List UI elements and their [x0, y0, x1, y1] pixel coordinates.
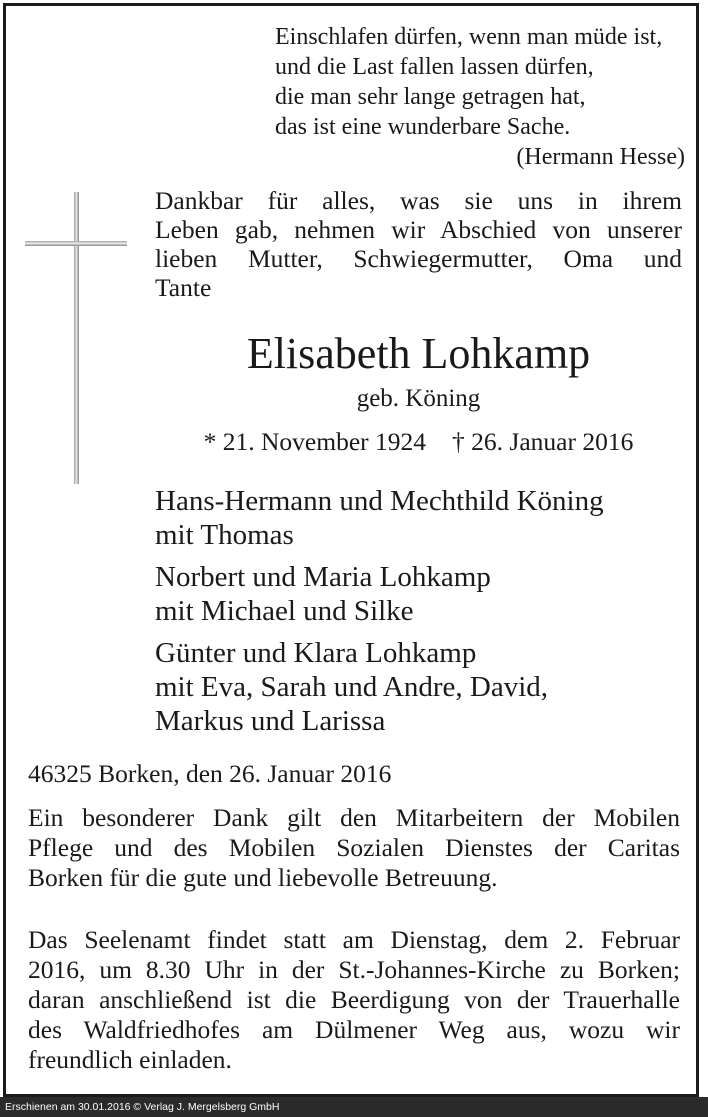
- death-date: † 26. Januar 2016: [452, 427, 634, 456]
- poem-quote: [275, 22, 685, 172]
- service-line: des Waldfriedhofes am Dülmener Weg aus, wozu wir: [28, 1015, 680, 1044]
- poem-line: Einschlafen dürfen, wenn man müde ist,: [275, 24, 663, 50]
- mourner-line: mit Thomas: [155, 519, 294, 551]
- intro-line: Leben gab, nehmen wir Abschied von unserer: [155, 215, 682, 244]
- thanks-line: Pflege und des Mobilen Sozialen Dienstes der Caritas: [28, 833, 680, 862]
- mourner-line: mit Michael und Silke: [155, 595, 414, 627]
- service-line: daran anschließend ist die Beerdigung von der Trauerhalle: [28, 985, 680, 1014]
- mourner-group: [155, 484, 685, 552]
- service-line: Das Seelenamt findet statt am Dienstag, dem 2. Februar: [28, 925, 680, 954]
- poem-line: und die Last fallen lassen dürfen,: [275, 54, 594, 80]
- maiden-name: geb. Köning: [356, 385, 481, 412]
- mourner-line: Hans-Hermann und Mechthild Köning: [155, 485, 604, 517]
- thanks-line: Borken für die gute und liebevolle Betreuung.: [28, 863, 498, 892]
- mourner-line: mit Eva, Sarah und Andre, David,: [155, 671, 549, 703]
- mourners-list: [155, 484, 685, 746]
- poem-author: (Hermann Hesse): [516, 144, 685, 170]
- intro-line: lieben Mutter, Schwiegermutter, Oma und: [155, 244, 682, 273]
- thanks-line: Ein besonderer Dank gilt den Mitarbeitern der Mobilen: [28, 803, 680, 832]
- poem-line: die man sehr lange getragen hat,: [275, 84, 586, 110]
- place-date: 46325 Borken, den 26. Januar 2016: [28, 759, 392, 788]
- intro-line: Dankbar für alles, was sie uns in ihrem: [155, 186, 682, 215]
- mourner-line: Markus und Larissa: [155, 705, 386, 737]
- service-line: 2016, um 8.30 Uhr in der St.-Johannes-Kirche zu Borken;: [28, 955, 680, 984]
- mourner-line: Norbert und Maria Lohkamp: [155, 561, 491, 593]
- service-line: freundlich einladen.: [28, 1045, 232, 1074]
- service-paragraph: [28, 925, 680, 1075]
- intro-text: [155, 186, 682, 302]
- mourner-group: [155, 636, 685, 738]
- birth-date: * 21. November 1924: [203, 427, 427, 456]
- mourner-line: Günter und Klara Lohkamp: [155, 637, 477, 669]
- mourner-group: [155, 560, 685, 628]
- publisher-footer: Erschienen am 30.01.2016 © Verlag J. Mergelsberg GmbH: [0, 1097, 708, 1117]
- intro-line: Tante: [155, 273, 212, 302]
- deceased-name: Elisabeth Lohkamp: [246, 329, 591, 378]
- poem-line: das ist eine wunderbare Sache.: [275, 114, 571, 140]
- thanks-paragraph: [28, 803, 680, 893]
- life-dates: [155, 426, 682, 458]
- cross-icon: [22, 190, 130, 490]
